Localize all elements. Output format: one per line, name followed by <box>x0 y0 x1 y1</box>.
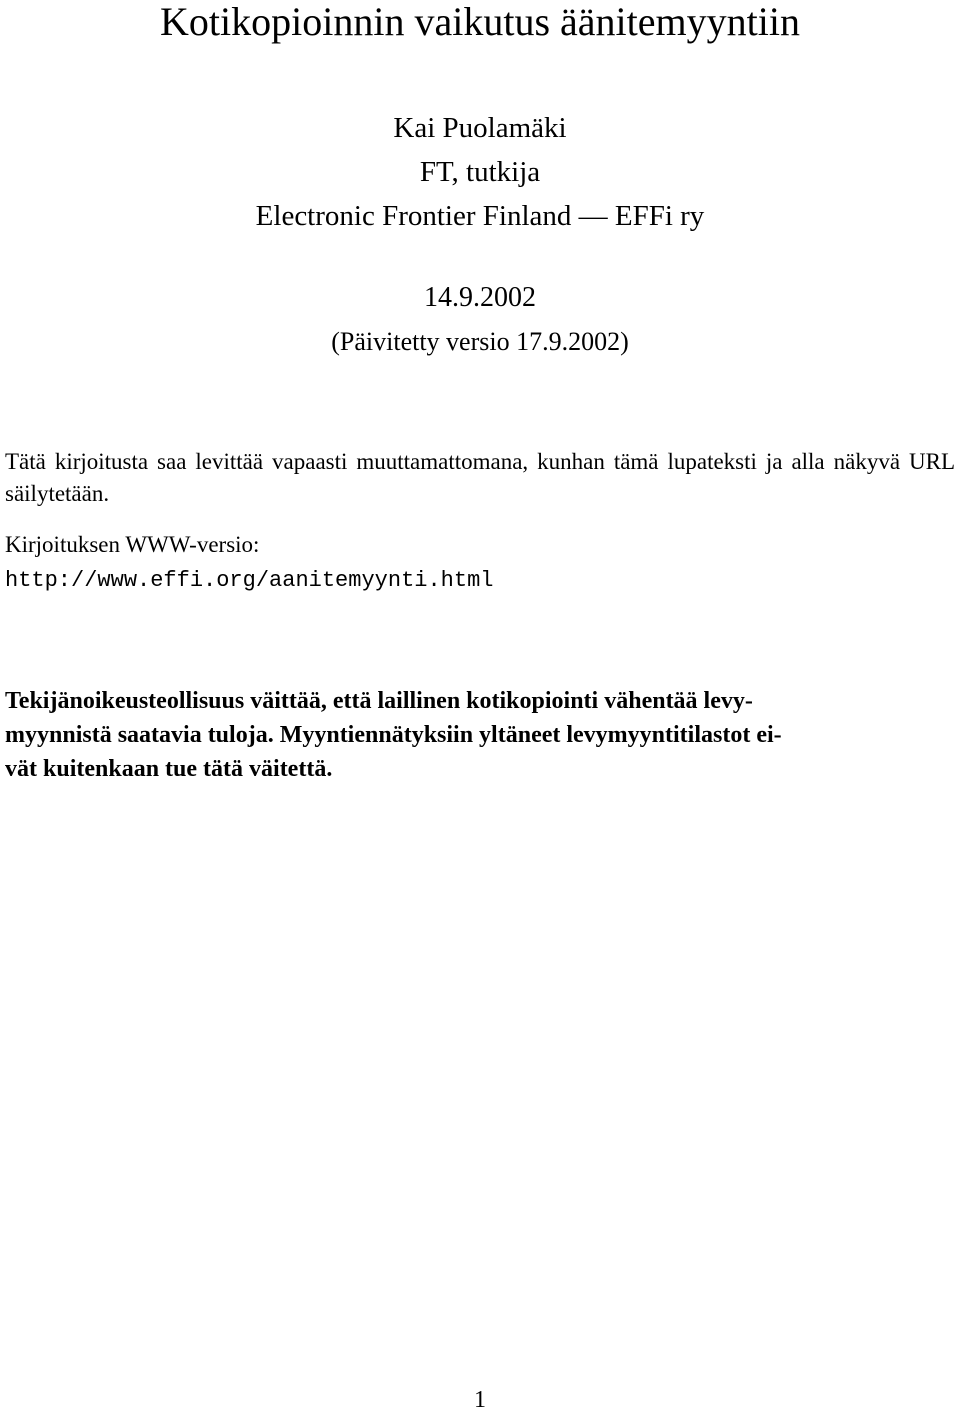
author-affiliation: Electronic Frontier Finland — EFFi ry <box>255 200 705 232</box>
abstract-line: vät kuitenkaan tue tätä väitettä. <box>5 756 333 782</box>
www-version-link[interactable]: http://www.effi.org/aanitemyynti.html <box>5 568 494 593</box>
author-name: Kai Puolamäki <box>393 112 567 144</box>
abstract <box>5 684 953 786</box>
www-version-block <box>5 528 955 598</box>
page-number: 1 <box>474 1387 486 1413</box>
www-version-label: Kirjoituksen WWW-versio: <box>5 532 260 557</box>
document-title: Kotikopioinnin vaikutus äänitemyyntiin <box>160 0 800 44</box>
license-text: Tätä kirjoitusta saa levittää vapaasti muuttamattomana, kunhan tämä lupateksti ja alla näkyvä URL säilytetään. <box>5 449 955 506</box>
abstract-line: myynnistä saatavia tuloja. Myyntiennätyksiin yltäneet levymyyntitilastot ei- <box>5 722 782 748</box>
publication-date: 14.9.2002 <box>424 282 536 313</box>
abstract-line: Tekijänoikeusteollisuus väittää, että laillinen kotikopiointi vähentää levy- <box>5 688 753 714</box>
author-block <box>0 106 960 238</box>
date-block <box>0 276 960 364</box>
author-position: FT, tutkija <box>419 156 541 188</box>
updated-version: (Päivitetty versio 17.9.2002) <box>331 327 629 356</box>
